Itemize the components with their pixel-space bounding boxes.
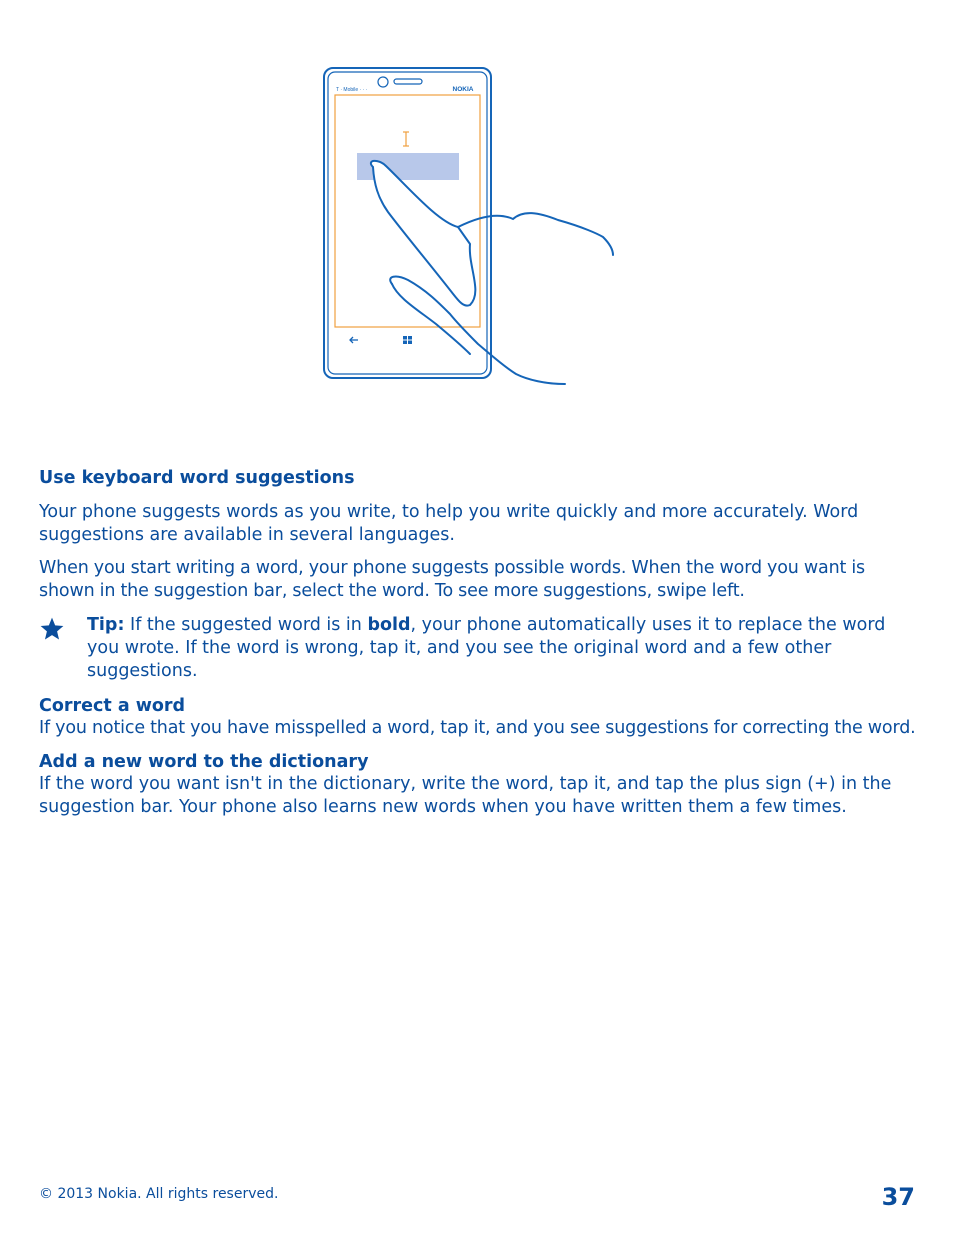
tip-text-before: If the suggested word is in: [124, 615, 368, 635]
star-icon: [39, 616, 65, 642]
add-word-title: Add a new word to the dictionary: [39, 752, 369, 772]
tip-bold-word: bold: [367, 615, 411, 635]
correct-word-title: Correct a word: [39, 696, 186, 716]
carrier-label: T · Mobile · · ·: [336, 87, 368, 93]
copyright-footer: © 2013 Nokia. All rights reserved.: [39, 1186, 279, 1202]
intro-paragraph: Your phone suggests words as you write, to help you write quickly and more accurately. Word suggestions are available in several languages.: [39, 502, 859, 545]
correct-word-body: If you notice that you have misspelled a word, tap it, and you see suggestions for correcting the word.: [39, 718, 916, 738]
tip-text-after: , your phone automatically uses it to replace the word you wrote. If the word is wrong, tap it, and you see the original word and a few other suggestions.: [87, 615, 886, 681]
tip-text: [87, 614, 919, 683]
brand-logo: NOKIA: [452, 86, 474, 93]
add-word-section: [39, 751, 919, 819]
section-heading: Use keyboard word suggestions: [39, 468, 355, 488]
page-number: 37: [881, 1183, 915, 1211]
add-word-body: If the word you want isn't in the dictionary, write the word, tap it, and tap the plus sign (+) in the suggestion bar. Your phone also learns new words when you have written them a few times.: [39, 774, 892, 817]
tip-box: [39, 614, 919, 683]
tip-label: Tip:: [87, 615, 125, 635]
correct-word-section: [39, 695, 919, 740]
main-content: [39, 466, 919, 830]
phone-hand-illustration: [318, 62, 618, 390]
suggestion-paragraph: When you start writing a word, your phone suggests possible words. When the word you want is shown in the suggestion bar, select the word. To see more suggestions, swipe left.: [39, 558, 866, 601]
